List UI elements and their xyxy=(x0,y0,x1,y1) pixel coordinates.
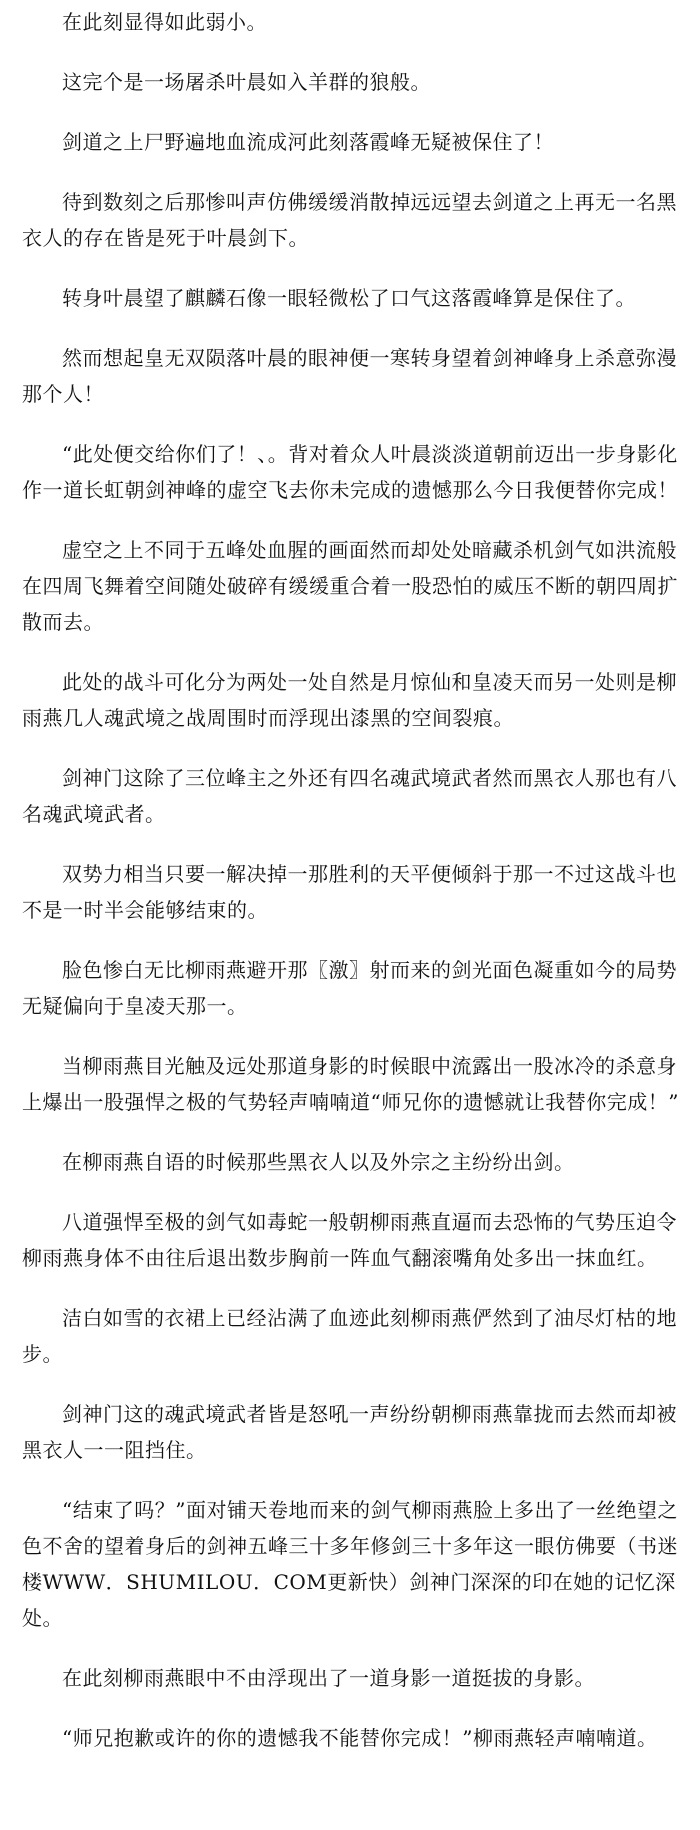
paragraph: 在此刻柳雨燕眼中不由浮现出了一道身影一道挺拔的身影。 xyxy=(62,1666,595,1690)
paragraph: 然而想起皇无双陨落叶晨的眼神便一寒转身望着剑神峰身上杀意弥漫那个人！ xyxy=(22,346,677,406)
paragraph: 当柳雨燕目光触及远处那道身影的时候眼中流露出一股冰冷的杀意身上爆出一股强悍之极的气势轻声喃喃道“师兄你的遗憾就让我替你完成！” xyxy=(22,1054,679,1114)
paragraph: 在此刻显得如此弱小。 xyxy=(62,10,267,34)
paragraph: 双势力相当只要一解决掉一那胜利的天平便倾斜于那一不过这战斗也不是一时半会能够结束的。 xyxy=(22,862,677,922)
paragraph: 剑神门这除了三位峰主之外还有四名魂武境武者然而黑衣人那也有八名魂武境武者。 xyxy=(22,766,677,826)
paragraph: “结束了吗？”面对铺天卷地而来的剑气柳雨燕脸上多出了一丝绝望之色不舍的望着身后的剑神五峰三十多年修剑三十多年这一眼仿佛要（书迷楼WWW．SHUMILOU．COM更新快）剑神门深深的印在她的记忆深处。 xyxy=(22,1498,678,1630)
paragraph: 八道强悍至极的剑气如毒蛇一般朝柳雨燕直逼而去恐怖的气势压迫令柳雨燕身体不由往后退出数步胸前一阵血气翻滚嘴角处多出一抹血红。 xyxy=(22,1210,677,1270)
paragraph: 脸色惨白无比柳雨燕避开那〖激〗射而来的剑光面色凝重如今的局势无疑偏向于皇凌天那一。 xyxy=(22,958,677,1018)
paragraph: 待到数刻之后那惨叫声仿佛缓缓消散掉远远望去剑道之上再无一名黑衣人的存在皆是死于叶晨剑下。 xyxy=(22,190,677,250)
paragraph: 剑神门这的魂武境武者皆是怒吼一声纷纷朝柳雨燕靠拢而去然而却被黑衣人一一阻挡住。 xyxy=(22,1402,677,1462)
paragraph: 这完个是一场屠杀叶晨如入羊群的狼般。 xyxy=(62,70,431,94)
paragraph: 转身叶晨望了麒麟石像一眼轻微松了口气这落霞峰算是保住了。 xyxy=(62,286,636,310)
paragraph: 洁白如雪的衣裙上已经沾满了血迹此刻柳雨燕俨然到了油尽灯枯的地步。 xyxy=(22,1306,677,1366)
paragraph: “此处便交给你们了！、。背对着众人叶晨淡淡道朝前迈出一步身影化作一道长虹朝剑神峰的虚空飞去你未完成的遗憾那么今日我便替你完成！ xyxy=(22,442,678,502)
paragraph: 在柳雨燕自语的时候那些黑衣人以及外宗之主纷纷出剑。 xyxy=(62,1150,575,1174)
paragraph: 此处的战斗可化分为两处一处自然是月惊仙和皇凌天而另一处则是柳雨燕几人魂武境之战周围时而浮现出漆黑的空间裂痕。 xyxy=(22,670,677,730)
paragraph: 虚空之上不同于五峰处血腥的画面然而却处处暗藏杀机剑气如洪流般在四周飞舞着空间随处破碎有缓缓重合着一股恐怕的威压不断的朝四周扩散而去。 xyxy=(22,538,678,634)
paragraph: 剑道之上尸野遍地血流成河此刻落霞峰无疑被保住了！ xyxy=(62,130,554,154)
paragraph: “师兄抱歉或许的你的遗憾我不能替你完成！”柳雨燕轻声喃喃道。 xyxy=(62,1726,658,1750)
